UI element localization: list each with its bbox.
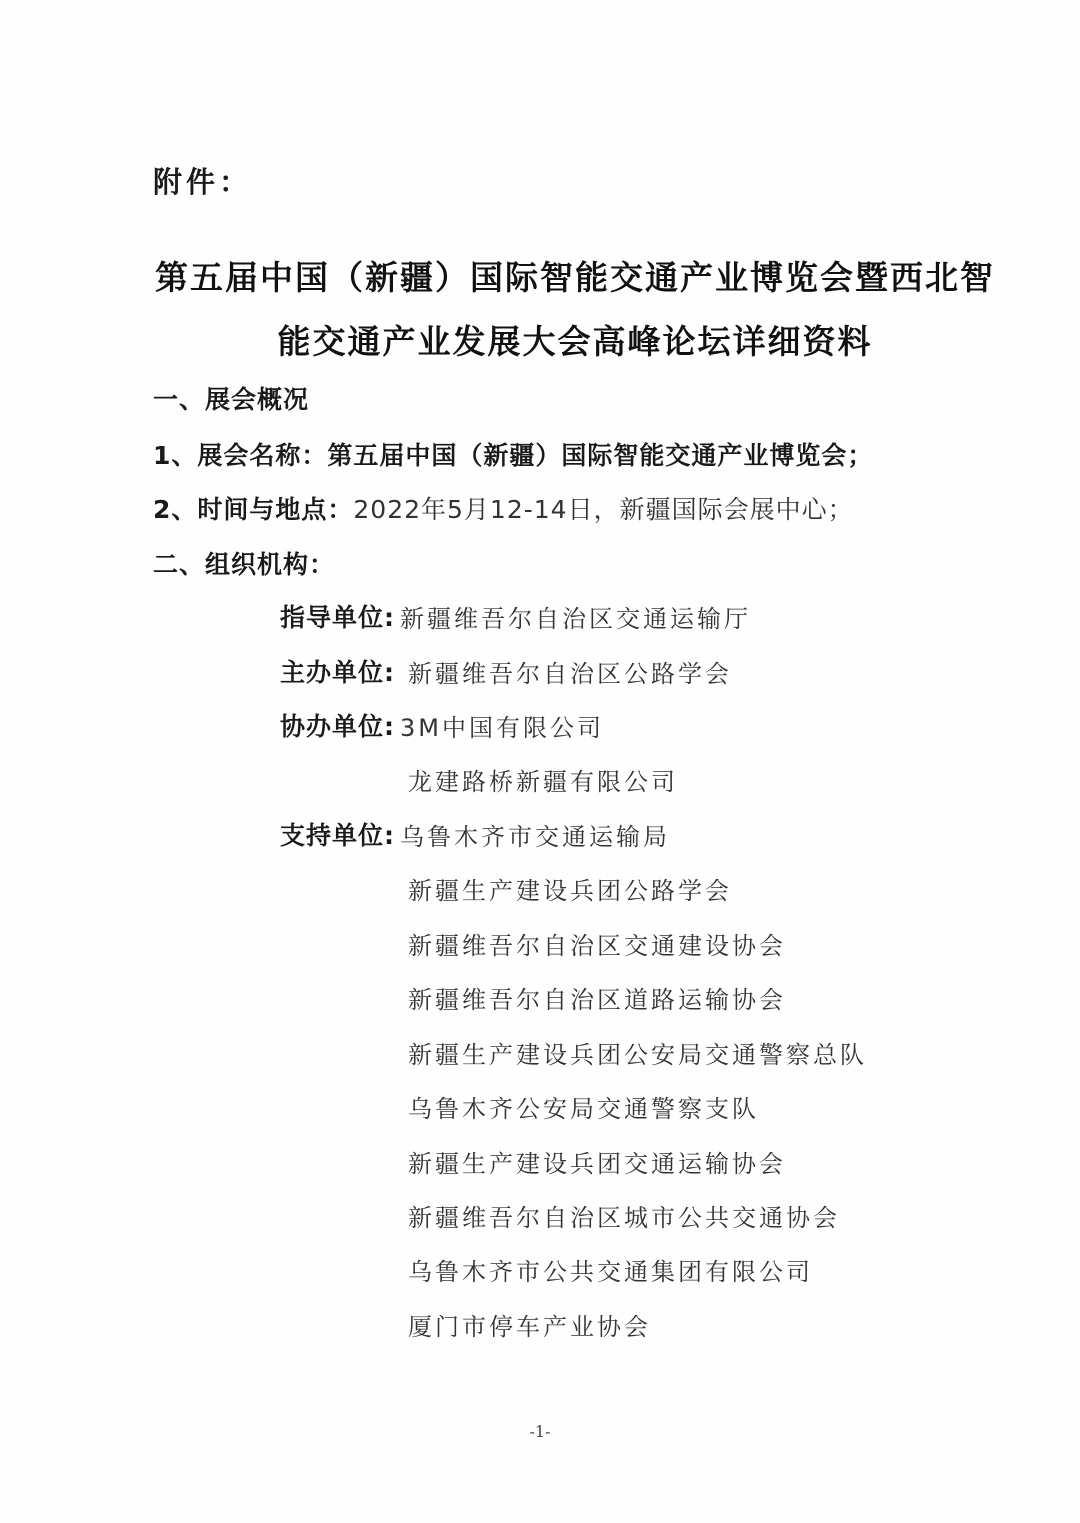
co-organizer-item: 龙建路桥新疆有限公司 bbox=[408, 768, 678, 796]
support-unit-item: 厦门市停车产业协会 bbox=[408, 1313, 651, 1341]
guide-unit-value: 新疆维吾尔自治区交通运输厅 bbox=[400, 605, 751, 633]
section1-heading: 一、展会概况 bbox=[153, 385, 310, 414]
host-unit-value: 新疆维吾尔自治区公路学会 bbox=[408, 660, 732, 688]
support-unit-item: 乌鲁木齐市公共交通集团有限公司 bbox=[408, 1258, 813, 1286]
support-unit-item: 新疆生产建设兵团公路学会 bbox=[408, 877, 732, 905]
support-unit-label: 支持单位: bbox=[280, 821, 395, 850]
section2-heading: 二、组织机构： bbox=[153, 550, 336, 579]
co-organizer-label: 协办单位: bbox=[280, 712, 395, 741]
page-number: -1- bbox=[529, 1422, 551, 1441]
exhibition-name-row bbox=[153, 436, 873, 472]
support-unit-item: 新疆生产建设兵团交通运输协会 bbox=[408, 1150, 786, 1178]
exhibition-name-value: 第五届中国（新疆）国际智能交通产业博览会； bbox=[327, 441, 874, 470]
guide-unit-label: 指导单位: bbox=[280, 603, 395, 632]
support-unit-item: 乌鲁木齐市交通运输局 bbox=[400, 823, 670, 851]
co-organizer-item: 3M中国有限公司 bbox=[400, 714, 604, 742]
support-unit-item: 新疆维吾尔自治区城市公共交通协会 bbox=[408, 1204, 840, 1232]
time-location-label: 2、时间与地点： bbox=[153, 495, 354, 524]
host-unit-label: 主办单位: bbox=[280, 658, 395, 687]
document-title-line-1: 第五届中国（新疆）国际智能交通产业博览会暨西北智 bbox=[155, 258, 995, 297]
support-unit-item: 新疆维吾尔自治区交通建设协会 bbox=[408, 932, 786, 960]
support-unit-item: 新疆生产建设兵团公安局交通警察总队 bbox=[408, 1041, 867, 1069]
support-unit-item: 新疆维吾尔自治区道路运输协会 bbox=[408, 986, 786, 1014]
exhibition-name-label: 1、展会名称： bbox=[153, 441, 328, 470]
time-location-row bbox=[153, 490, 854, 526]
time-location-value: 2022年5月12-14日，新疆国际会展中心； bbox=[353, 495, 854, 524]
document-title-line-2: 能交通产业发展大会高峰论坛详细资料 bbox=[277, 322, 873, 361]
attachment-label: 附件： bbox=[153, 165, 253, 199]
support-unit-item: 乌鲁木齐公安局交通警察支队 bbox=[408, 1095, 759, 1123]
